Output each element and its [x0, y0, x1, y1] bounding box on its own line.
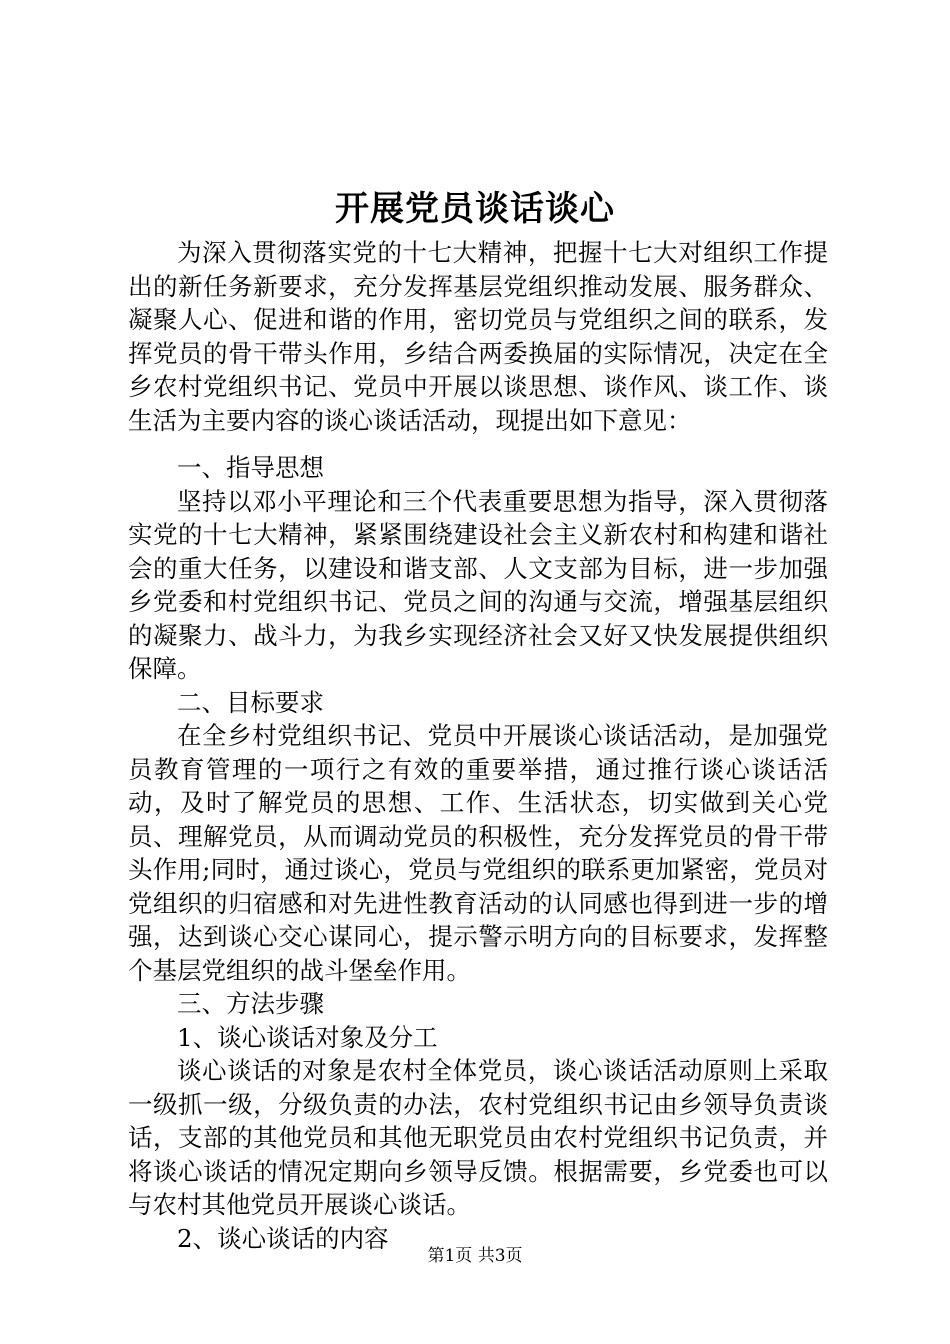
goals-paragraph: 在全乡村党组织书记、党员中开展谈心谈话活动，是加强党员教育管理的一项行之有效的重要举措，通过推行谈心谈话活动，及时了解党员的思想、工作、生活状态，切实做到关心党员、理解党员，从而调动党员的积极性，充分发挥党员的骨干带头作用;同时，通过谈心，党员与党组织的联系更加紧密，党员对党组织的归宿感和对先进性教育活动的认同感也得到进一步的增强，达到谈心交心谋同心，提示警示明方向的目标要求，发挥整个基层党组织的战斗堡垒作用。 [128, 721, 828, 985]
guiding-ideology-paragraph: 坚持以邓小平理论和三个代表重要思想为指导，深入贯彻落实党的十七大精神，紧紧围绕建设社会主义新农村和构建和谐社会的重大任务，以建设和谐支部、人文支部为目标，进一步加强乡党委和村党组织书记、党员之间的沟通与交流，增强基层组织的凝聚力、战斗力，为我乡实现经济社会又好又快发展提供组织保障。 [128, 486, 828, 683]
section-heading-goals: 二、目标要求 [177, 687, 324, 717]
subheading-targets: 1、谈心谈话对象及分工 [177, 1022, 438, 1052]
page-number: 第1页 共3页 [427, 1246, 523, 1266]
intro-paragraph: 为深入贯彻落实党的十七大精神，把握十七大对组织工作提出的新任务新要求，充分发挥基层党组织推动发展、服务群众、凝聚人心、促进和谐的作用，密切党员与党组织之间的联系，发挥党员的骨干带头作用，乡结合两委换届的实际情况，决定在全乡农村党组织书记、党员中开展以谈思想、谈作风、谈工作、谈生活为主要内容的谈心谈话活动，现提出如下意见： [128, 238, 828, 435]
subheading-content: 2、谈心谈话的内容 [177, 1223, 389, 1253]
section-heading-methods: 三、方法步骤 [177, 989, 324, 1018]
section-heading-guiding-ideology: 一、指导思想 [177, 453, 324, 482]
targets-paragraph: 谈心谈话的对象是农村全体党员，谈心谈话活动原则上采取一级抓一级，分级负责的办法，农村党组织书记由乡领导负责谈话，支部的其他党员和其他无职党员由农村党组织书记负责，并将谈心谈话的情况定期向乡领导反馈。根据需要，乡党委也可以与农村其他党员开展谈心谈话。 [128, 1056, 828, 1219]
document-title: 开展党员谈话谈心 [335, 189, 615, 229]
document-body [128, 236, 828, 1255]
